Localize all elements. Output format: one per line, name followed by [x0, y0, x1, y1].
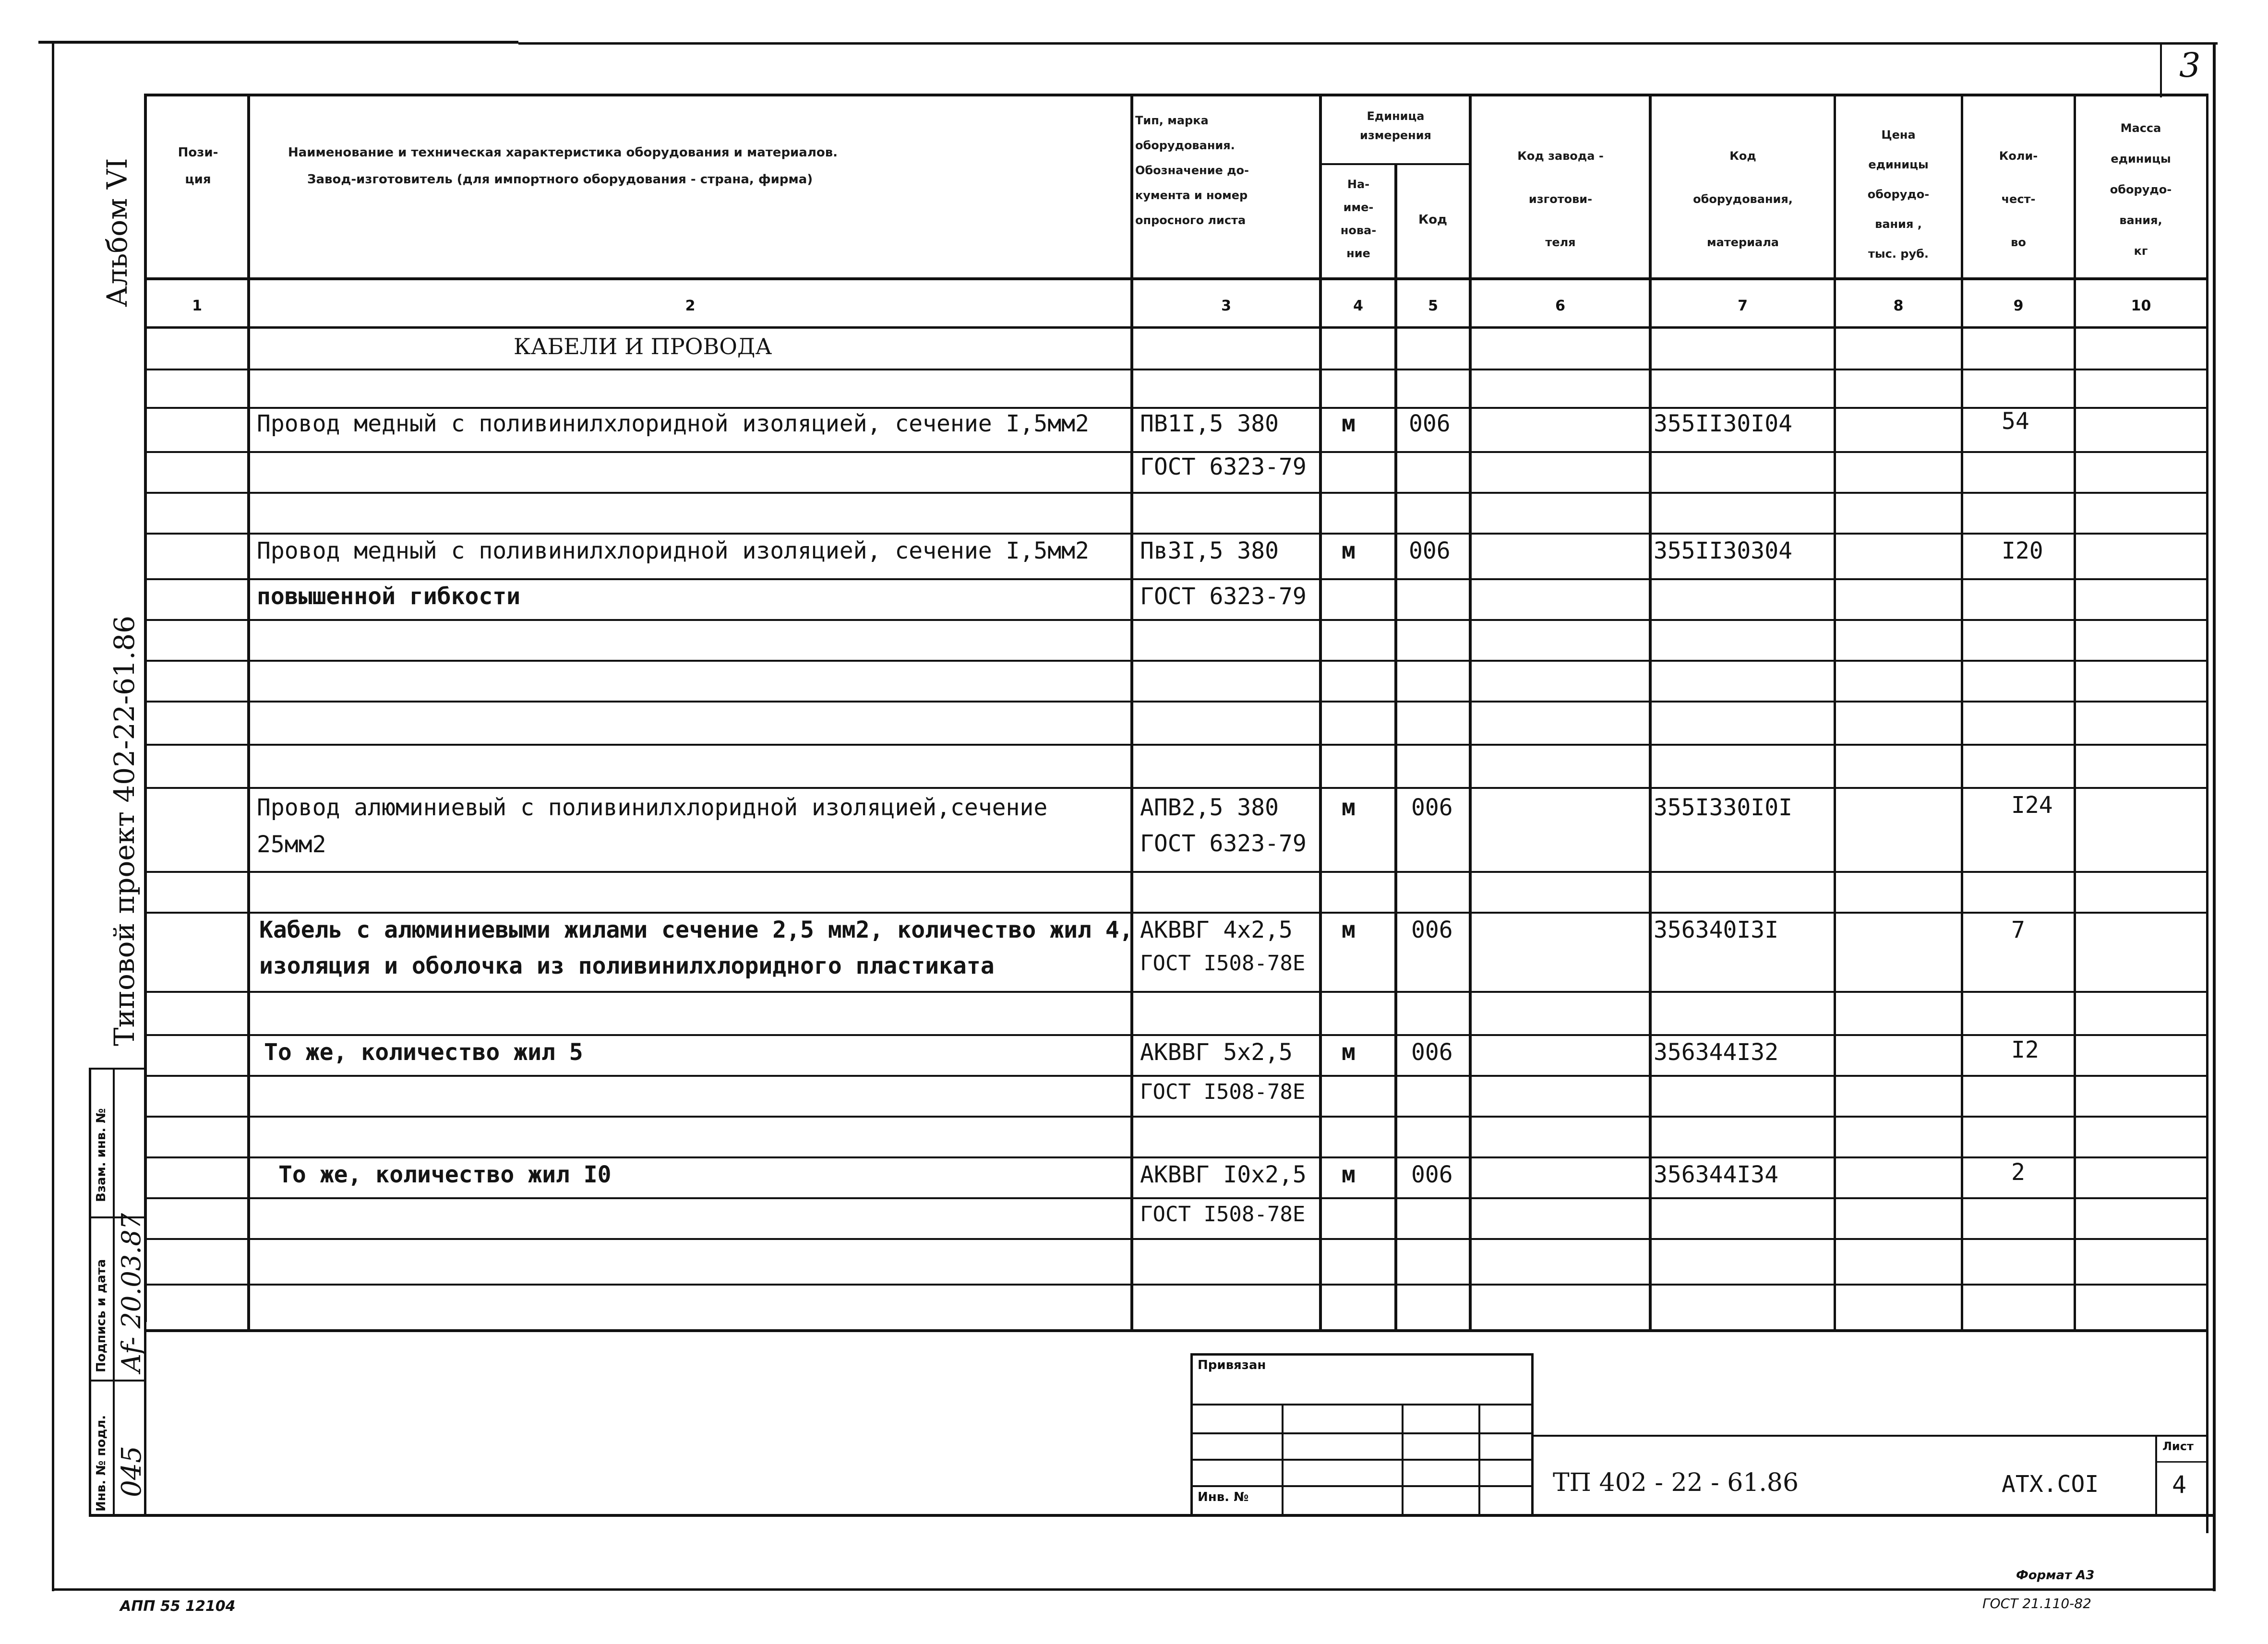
colnum-5: 5 — [1428, 298, 1438, 314]
bottom-left-code: АПП 55 12104 — [120, 1598, 236, 1615]
colnum-4: 4 — [1353, 298, 1363, 314]
row6-gost: ГОСТ I508-78Е — [1140, 1202, 1306, 1227]
table-right — [2206, 94, 2208, 1533]
row2-type: Пв3I,5 380 — [1140, 537, 1279, 564]
sheet-number: 4 — [2172, 1471, 2187, 1499]
row3-qty: I24 — [2011, 792, 2053, 819]
row5-unit: м — [1342, 1039, 1356, 1066]
row6-type: АКВВГ I0х2,5 — [1140, 1161, 1307, 1188]
row4-qty: 7 — [2011, 917, 2025, 943]
hdr-price: Цена единицы оборудо- вания , тыс. руб. — [1867, 128, 1930, 261]
colnum-bottom — [144, 326, 2208, 329]
row2-code: 355II30304 — [1654, 537, 1792, 564]
hdr-equipment-code: Код оборудования, материала — [1693, 149, 1793, 249]
gost-footer: ГОСТ 21.110-82 — [1982, 1596, 2091, 1611]
privyazan-label: Привязан — [1198, 1358, 1266, 1372]
hdr-position: Пози- ция — [178, 145, 218, 187]
table-top — [144, 94, 2208, 96]
row3-name-2: 25мм2 — [257, 831, 326, 858]
row5-unit-code: 006 — [1411, 1039, 1453, 1066]
row3-name-1: Провод алюминиевый с поливинилхлоридной изоляцией,сечение — [257, 794, 1048, 821]
row2-gost: ГОСТ 6323-79 — [1140, 583, 1307, 610]
row2-qty: I20 — [2002, 537, 2043, 564]
row5-name: То же, количество жил 5 — [264, 1039, 583, 1066]
colnum-1: 1 — [192, 298, 202, 314]
designation: ТП 402 - 22 - 61.86 — [1553, 1468, 1799, 1497]
row4-name-1: Кабель с алюминиевыми жилами сечение 2,5 мм2, количество жил 4, — [259, 917, 1133, 943]
row4-gost: ГОСТ I508-78Е — [1140, 951, 1306, 976]
hdr-unit-group: Единица измерения — [1360, 109, 1431, 142]
colnum-3: 3 — [1221, 298, 1231, 314]
row6-code: 356344I34 — [1654, 1161, 1779, 1188]
colnum-2: 2 — [685, 298, 696, 314]
doc-code: АТХ.СОI — [2002, 1471, 2099, 1498]
inv-podl-value: 045 — [116, 1446, 147, 1497]
row4-name-2: изоляция и оболочка из поливинилхлоридного пластиката — [259, 953, 995, 979]
hdr-factory-code: Код завода - изготови- теля — [1517, 149, 1604, 249]
colnum-10: 10 — [2131, 298, 2151, 314]
project-label: Типовой проект 402-22-61.86 — [108, 615, 141, 1046]
stamp-bottom — [89, 1514, 2213, 1517]
left-border — [52, 42, 54, 1591]
row6-name: То же, количество жил I0 — [278, 1161, 612, 1188]
hdr-unit-code: Код — [1418, 213, 1448, 227]
row1-qty: 54 — [2002, 408, 2029, 435]
row4-unit-code: 006 — [1411, 917, 1453, 943]
inv-no-label: Инв. № — [1198, 1490, 1249, 1504]
inv-podl-label: Инв. № подл. — [94, 1415, 108, 1512]
row3-type: АПВ2,5 380 — [1140, 794, 1279, 821]
row1-code: 355II30I04 — [1654, 410, 1792, 437]
colnum-9: 9 — [2013, 298, 2024, 314]
row3-gost: ГОСТ 6323-79 — [1140, 830, 1307, 857]
bottom-border — [52, 1588, 2216, 1591]
row5-type: АКВВГ 5х2,5 — [1140, 1039, 1293, 1066]
row2-unit: м — [1342, 537, 1356, 564]
hdr-name: Наименование и техническая характеристика оборудования и материалов. Завод-изготовитель (для импортного оборудования - страна, фирма) — [288, 145, 838, 187]
row6-unit: м — [1342, 1161, 1356, 1188]
row5-gost: ГОСТ I508-78Е — [1140, 1080, 1306, 1104]
row2-unit-code: 006 — [1409, 537, 1451, 564]
row2-name-2: повышенной гибкости — [257, 583, 521, 610]
row4-unit: м — [1342, 917, 1356, 943]
right-border — [2213, 42, 2216, 1591]
colnum-7: 7 — [1738, 298, 1748, 314]
top-border — [518, 42, 2218, 45]
row3-unit-code: 006 — [1411, 794, 1453, 821]
hdr-mass: Масса единицы оборудо- вания, кг — [2110, 121, 2172, 258]
vzam-label: Взам. инв. № — [94, 1108, 108, 1202]
row6-unit-code: 006 — [1411, 1161, 1453, 1188]
header-bottom — [144, 277, 2208, 280]
table-bottom — [144, 1329, 2208, 1332]
row1-gost: ГОСТ 6323-79 — [1140, 453, 1307, 480]
hdr-unit-name: На- име- нова- ние — [1340, 178, 1377, 260]
colnum-8: 8 — [1893, 298, 1904, 314]
row5-code: 356344I32 — [1654, 1039, 1779, 1066]
format-label: Формат А3 — [2016, 1568, 2095, 1583]
row3-unit: м — [1342, 794, 1356, 821]
sheet-label: Лист — [2162, 1440, 2194, 1453]
podpis-value: Af- 20.03.87 — [116, 1213, 146, 1372]
top-border-left — [38, 41, 518, 44]
row5-qty: I2 — [2011, 1036, 2039, 1063]
row4-code: 356340I3I — [1654, 917, 1779, 943]
row6-qty: 2 — [2011, 1159, 2025, 1186]
row4-type: АКВВГ 4х2,5 — [1140, 917, 1293, 943]
hdr-type: Тип, марка оборудования. Обозначение до- кумента и номер опросного листа — [1135, 114, 1249, 227]
row1-type: ПВ1I,5 380 — [1140, 410, 1279, 437]
hdr-quantity: Коли- чест- во — [1999, 149, 2038, 249]
row1-unit: м — [1342, 410, 1356, 437]
row1-name: Провод медный с поливинилхлоридной изоляцией, сечение I,5мм2 — [257, 410, 1089, 437]
podpis-label: Подпись и дата — [94, 1259, 108, 1372]
row1-unit-code: 006 — [1409, 410, 1451, 437]
row2-name-1: Провод медный с поливинилхлоридной изоляцией, сечение I,5мм2 — [257, 537, 1089, 564]
album-label: Альбом VI — [101, 158, 133, 307]
sheet-mark: 3 — [2179, 46, 2201, 85]
row3-code: 355I330I0I — [1654, 794, 1792, 821]
colnum-6: 6 — [1555, 298, 1565, 314]
section-title: КАБЕЛИ И ПРОВОДА — [514, 334, 772, 359]
